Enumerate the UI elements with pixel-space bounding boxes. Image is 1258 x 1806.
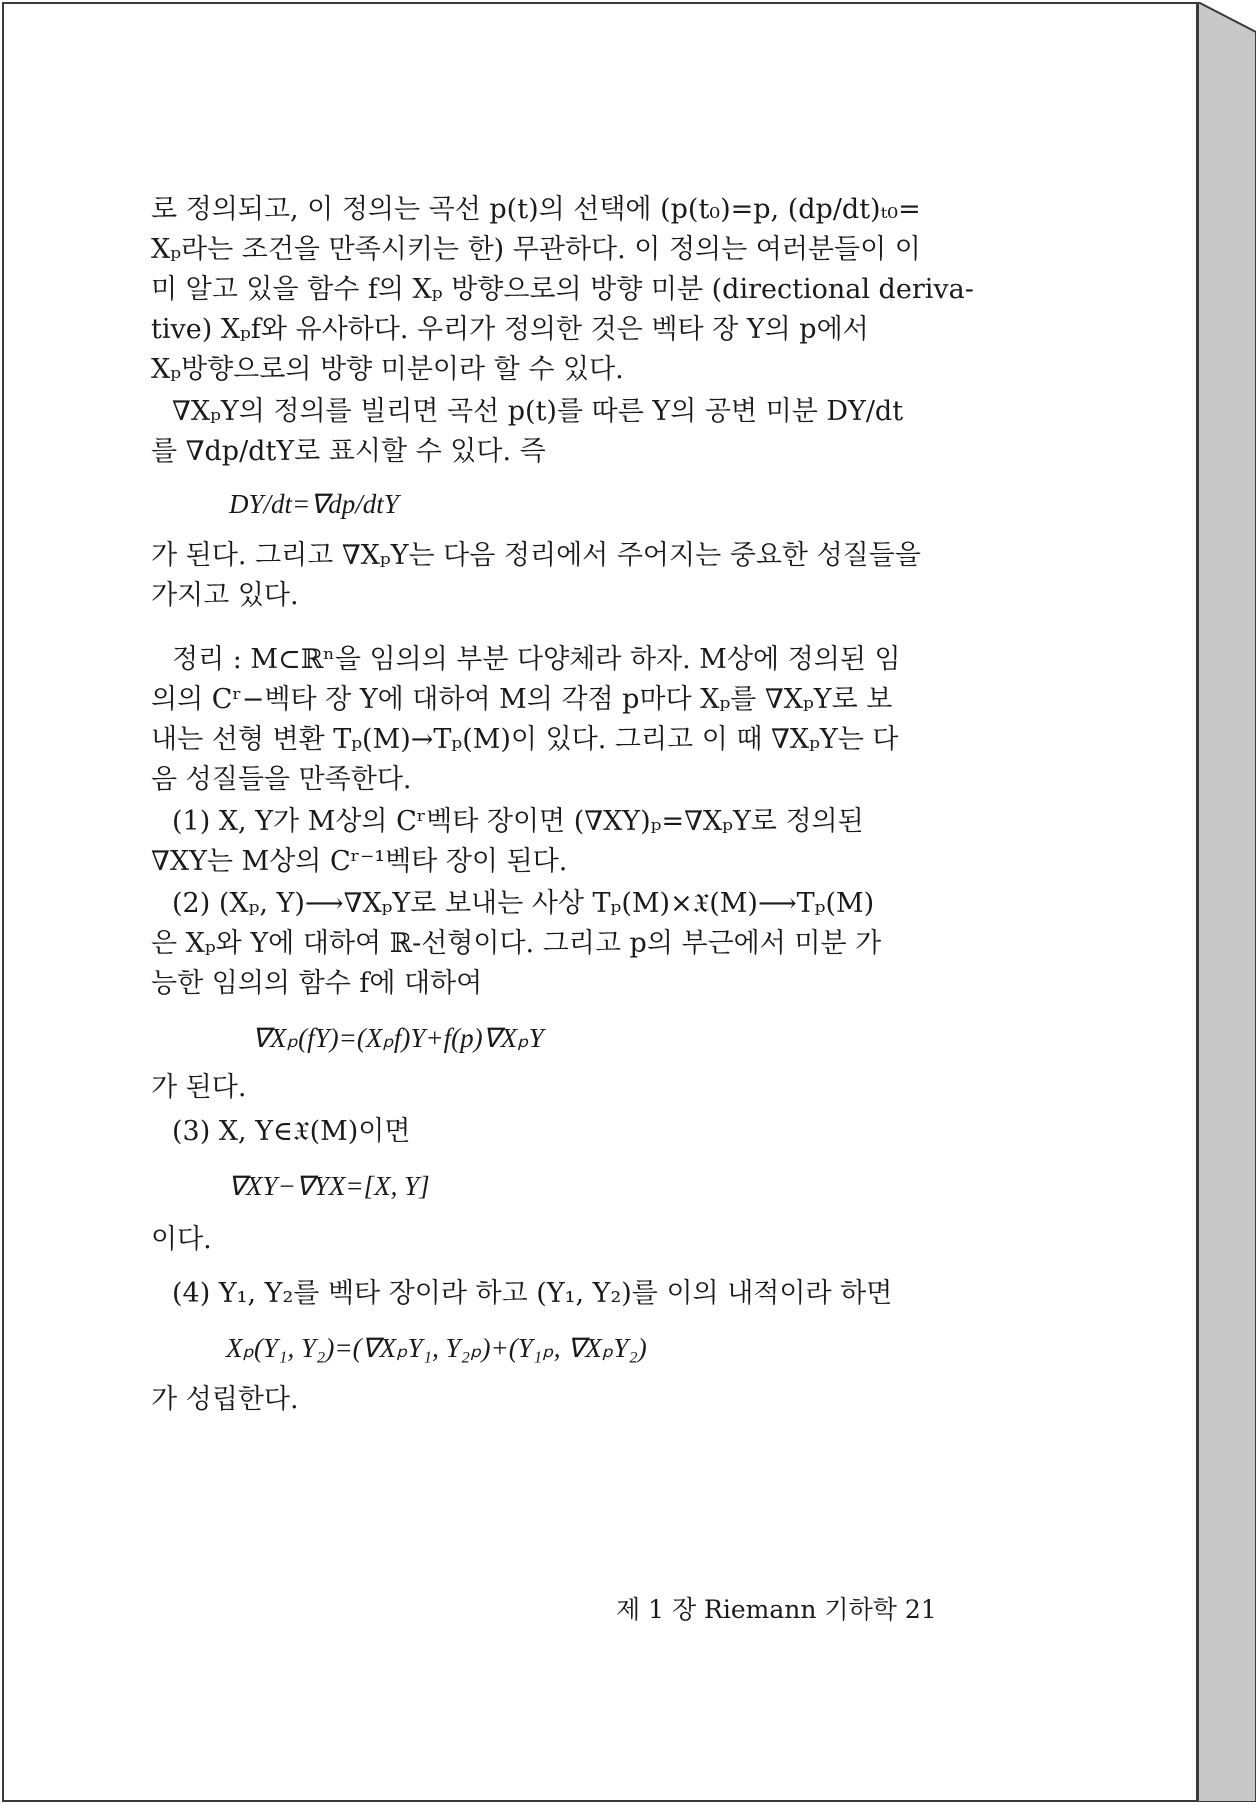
theorem-heading: 정리 : M⊂ℝⁿ을 임의의 부분 다양체라 하자. M상에 정의된 임 bbox=[172, 644, 901, 675]
text-line: Xₚ방향으로의 방향 미분이라 할 수 있다. bbox=[151, 354, 624, 385]
equation: ∇Xₚ(fY)=(Xₚf)Y+f(p)∇XₚY bbox=[252, 1023, 544, 1053]
text-line: 이다. bbox=[151, 1224, 212, 1255]
text-line: 미 알고 있을 함수 f의 Xₚ 방향으로의 방향 미분 (directional deriva- bbox=[151, 274, 974, 305]
text-line: 은 Xₚ와 Y에 대하여 ℝ-선형이다. 그리고 p의 부근에서 미분 가 bbox=[151, 928, 882, 959]
equation: DY/dt=∇dp/dtY bbox=[229, 489, 399, 519]
text-line: (4) Y₁, Y₂를 벡타 장이라 하고 (Y₁, Y₂)를 이의 내적이라 하면 bbox=[172, 1278, 893, 1309]
text-line: 내는 선형 변환 Tₚ(M)→Tₚ(M)이 있다. 그리고 이 때 ∇XₚY는 다 bbox=[151, 724, 899, 755]
text-line: 음 성질들을 만족한다. bbox=[151, 764, 412, 795]
equation: Xₚ(Y₁, Y₂)=(∇XₚY₁, Y₂ₚ)+(Y₁ₚ, ∇XₚY₂) bbox=[226, 1333, 647, 1363]
text-line: 가 된다. 그리고 ∇XₚY는 다음 정리에서 주어지는 중요한 성질들을 bbox=[151, 540, 921, 571]
text-line: 를 ∇dp/dtY로 표시할 수 있다. 즉 bbox=[151, 436, 546, 467]
text-line: 가 된다. bbox=[151, 1072, 247, 1103]
text-line: (1) X, Y가 M상의 Cʳ벡타 장이면 (∇XY)ₚ=∇XₚY로 정의된 bbox=[172, 806, 864, 837]
text-line: 능한 임의의 함수 f에 대하여 bbox=[151, 968, 483, 999]
text-line: 가지고 있다. bbox=[151, 580, 299, 611]
text-line: 의의 Cʳ−벡타 장 Y에 대하여 M의 각점 p마다 Xₚ를 ∇XₚY로 보 bbox=[151, 684, 893, 715]
text-line: ∇XₚY의 정의를 빌리면 곡선 p(t)를 따른 Y의 공변 미분 DY/dt bbox=[172, 396, 904, 427]
text-line: tive) Xₚf와 유사하다. 우리가 정의한 것은 벡타 장 Y의 p에서 bbox=[151, 314, 869, 345]
book-page bbox=[2, 2, 1198, 1802]
text-line: (3) X, Y∈𝔛(M)이면 bbox=[172, 1116, 411, 1147]
text-line: ∇XY는 M상의 Cʳ⁻¹벡타 장이 된다. bbox=[151, 846, 568, 877]
text-line: 가 성립한다. bbox=[151, 1384, 299, 1415]
equation: ∇XY−∇YX=[X, Y] bbox=[228, 1171, 430, 1201]
text-line: (2) (Xₚ, Y)⟶∇XₚY로 보내는 사상 Tₚ(M)×𝔛(M)⟶Tₚ(M) bbox=[172, 888, 875, 919]
page-footer: 제 1 장 Riemann 기하학 21 bbox=[616, 1595, 937, 1624]
text-line: 로 정의되고, 이 정의는 곡선 p(t)의 선택에 (p(t₀)=p, (dp/dt)ₜ₀= bbox=[151, 194, 921, 225]
page-stack-edge bbox=[1198, 2, 1256, 1802]
text-line: Xₚ라는 조건을 만족시키는 한) 무관하다. 이 정의는 여러분들이 이 bbox=[151, 234, 921, 265]
